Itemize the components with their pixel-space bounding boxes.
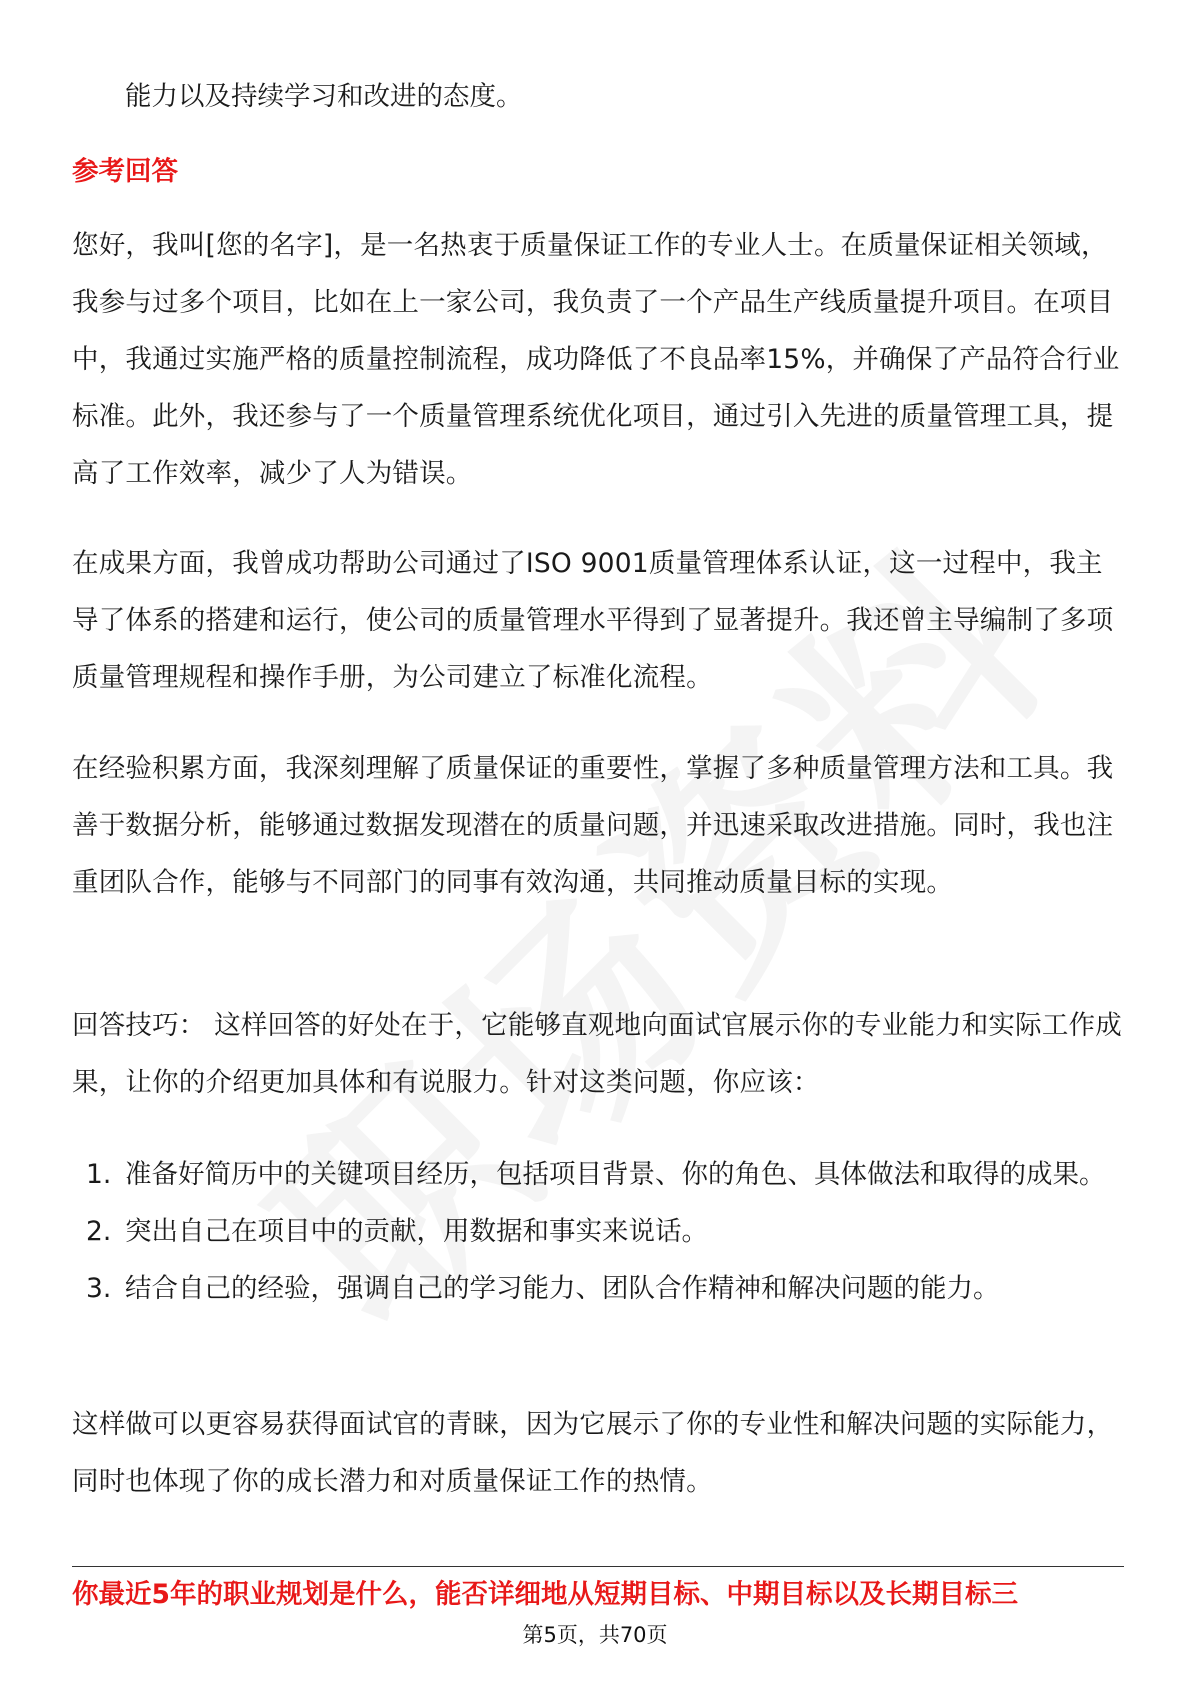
list-item [72, 1203, 1122, 1260]
list-number: 1. [86, 1159, 112, 1190]
list-item-text: 准备好简历中的关键项目经历，包括项目背景、你的角色、具体做法和取得的成果。 [125, 1159, 1106, 1190]
continued-line: 能力以及持续学习和改进的态度。 [125, 81, 523, 112]
paragraph-tips: 回答技巧： 这样回答的好处在于，它能够直观地向面试官展示你的专业能力和实际工作成果，让你的介绍更加具体和有说服力。针对这类问题，你应该： [72, 1010, 1122, 1098]
section-divider [72, 1566, 1124, 1567]
paragraph-conclusion: 这样做可以更容易获得面试官的青睐，因为它展示了你的专业性和解决问题的实际能力，同时也体现了你的成长潜力和对质量保证工作的热情。 [72, 1409, 1114, 1497]
list-item [72, 1260, 1122, 1317]
section-heading: 参考回答 [72, 156, 178, 187]
paragraph-intro: 您好，我叫[您的名字]，是一名热衷于质量保证工作的专业人士。在质量保证相关领域，我参与过多个项目，比如在上一家公司，我负责了一个产品生产线质量提升项目。在项目中，我通过实施严格的质量控制流程，成功降低了不良品率15%，并确保了产品符合行业标准。此外，我还参与了一个质量管理系统优化项目，通过引入先进的质量管理工具，提高了工作效率，减少了人为错误。 [72, 230, 1120, 489]
next-question-heading: 你最近5年的职业规划是什么，能否详细地从短期目标、中期目标以及长期目标三 [72, 1579, 1018, 1610]
tips-list [72, 1146, 1122, 1317]
list-item-text: 结合自己的经验，强调自己的学习能力、团队合作精神和解决问题的能力。 [125, 1273, 1000, 1304]
page-number: 第5页，共70页 [522, 1623, 668, 1647]
list-number: 2. [86, 1216, 112, 1247]
list-number: 3. [86, 1273, 112, 1304]
list-item [72, 1146, 1122, 1203]
list-item-text: 突出自己在项目中的贡献，用数据和事实来说话。 [125, 1216, 708, 1247]
paragraph-experience: 在经验积累方面，我深刻理解了质量保证的重要性，掌握了多种质量管理方法和工具。我善于数据分析，能够通过数据发现潜在的质量问题，并迅速采取改进措施。同时，我也注重团队合作，能够与不同部门的同事有效沟通，共同推动质量目标的实现。 [72, 753, 1114, 898]
paragraph-achievements: 在成果方面，我曾成功帮助公司通过了ISO 9001质量管理体系认证，这一过程中，我主导了体系的搭建和运行，使公司的质量管理水平得到了显著提升。我还曾主导编制了多项质量管理规程和操作手册，为公司建立了标准化流程。 [72, 548, 1114, 693]
